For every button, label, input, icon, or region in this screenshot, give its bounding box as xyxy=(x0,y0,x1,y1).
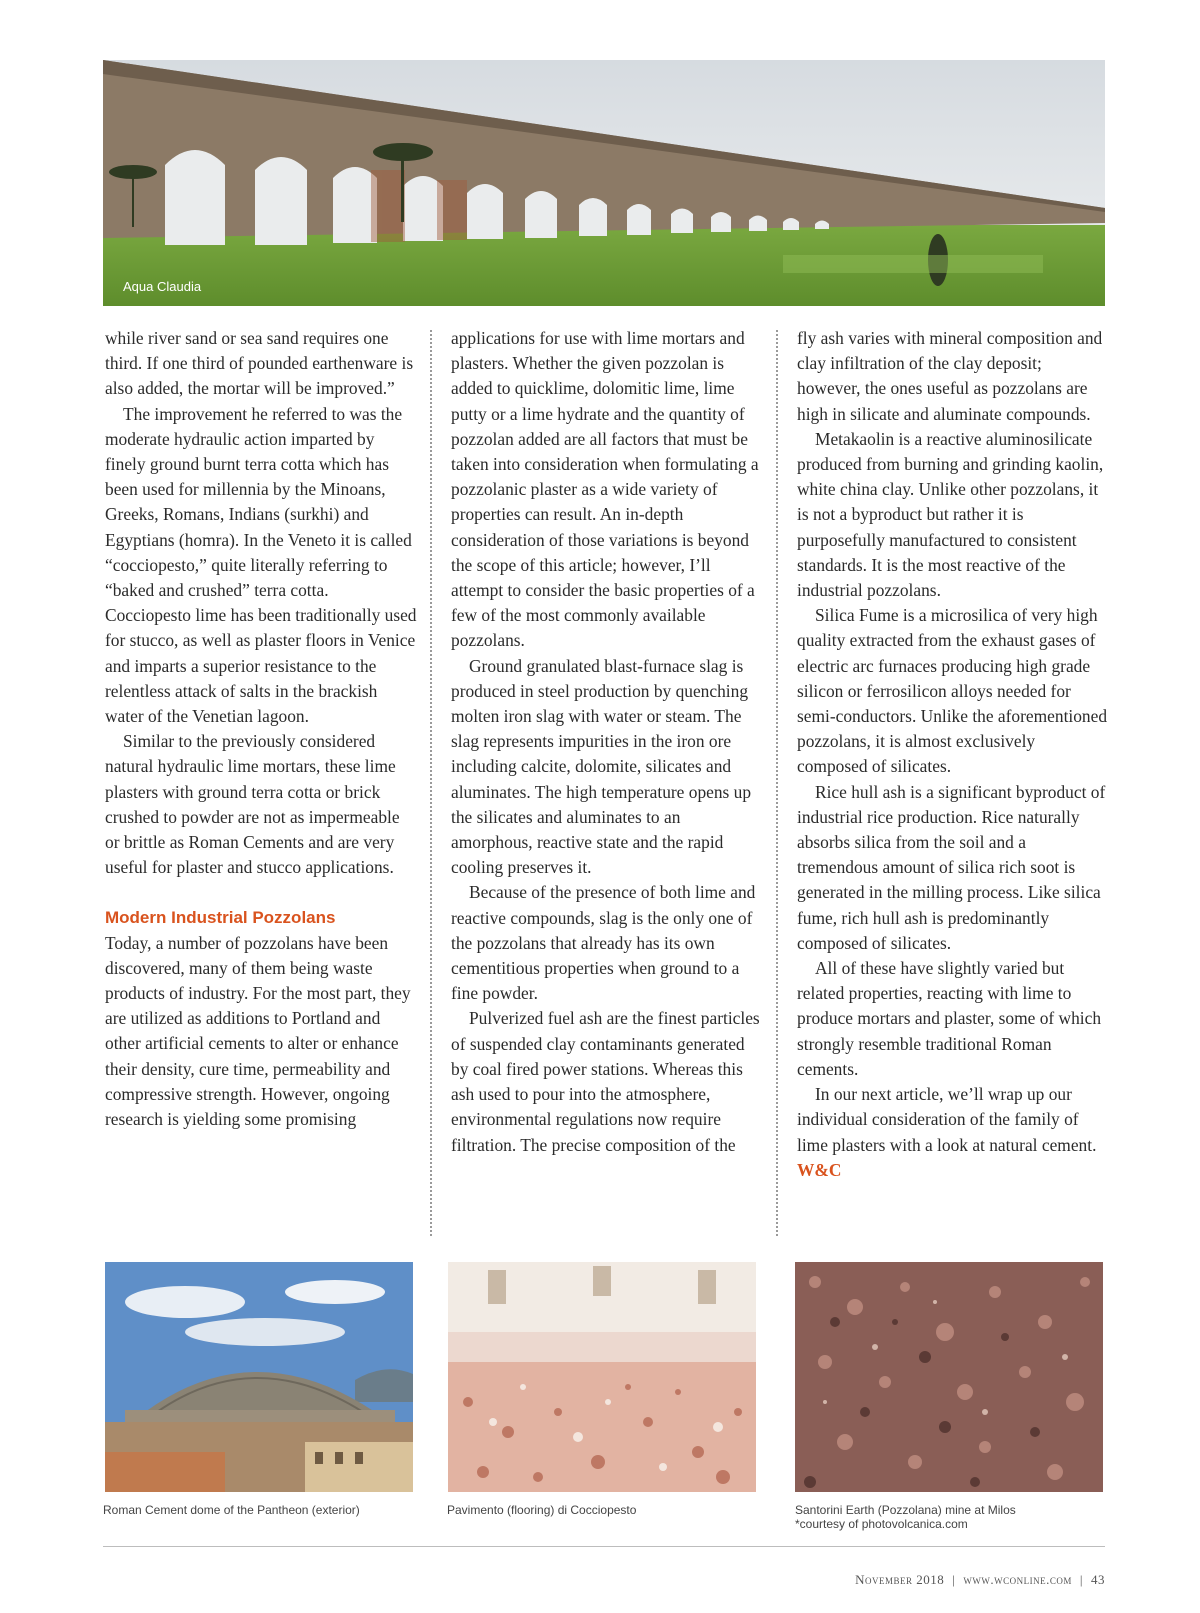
paragraph: Pulverized fuel ash are the finest particles of suspended clay contaminants generated by coal fired power stations. Whereas this ash used to pour into the atmosphere, environmental regulations now require filtration. The precise composition of the xyxy=(451,1008,760,1155)
text-column-1 xyxy=(105,326,417,1132)
text-column-2 xyxy=(451,326,763,1158)
paragraph: Similar to the previously considered natural hydraulic lime mortars, these lime plasters with ground terra cotta or brick crushed to powder are not as impermeable or brittle as Roman Cements and are very useful for plaster and stucco applications. xyxy=(105,731,400,878)
caption-line: Santorini Earth (Pozzolana) mine at Milos xyxy=(795,1503,1016,1517)
paragraph: fly ash varies with mineral composition and clay infiltration of the clay deposit; however, the ones useful as pozzolans are high in silicate and aluminate compounds. xyxy=(797,328,1103,424)
credit-line: *courtesy of photovolcanica.com xyxy=(795,1517,968,1531)
cocciopesto-floor-photo xyxy=(448,1262,756,1492)
paragraph-final xyxy=(797,1082,1109,1183)
section-heading: Modern Industrial Pozzolans xyxy=(105,908,336,928)
column-divider xyxy=(430,330,432,1236)
paragraph: Silica Fume is a microsilica of very high quality extracted from the exhaust gases of electric arc furnaces producing high grade silicon or ferrosilicon alloys needed for semi-conductors. Unlike the aforementioned pozzolans, it is almost exclusively composed of silicates. xyxy=(797,605,1108,777)
paragraph: The improvement he referred to was the moderate hydraulic action imparted by finely ground burnt terra cotta which has been used for millennia by the Minoans, Greeks, Romans, Indians (surkhi) and Egyptians (homra). In the Veneto it is called “cocciopesto,” quite literally referring to “baked and crushed” terra cotta. Cocciopesto lime has been traditionally used for stucco, as well as plaster floors in Venice and imparts a superior resistance to the relentless attack of salts in the brackish water of the Venetian lagoon. xyxy=(105,403,417,727)
photo-caption: Pavimento (flooring) di Cocciopesto xyxy=(447,1503,637,1517)
paragraph: Today, a number of pozzolans have been discovered, many of them being waste products of industry. For the most part, they are utilized as additions to Portland and other artificial cements to alter or enhance their density, cure time, permeability and compressive strength. However, ongoing research is yielding some promising xyxy=(105,932,411,1130)
hero-caption: Aqua Claudia xyxy=(123,279,202,294)
paragraph: Ground granulated blast-furnace slag is produced in steel production by quenching molten iron slag with water or steam. The slag represents impurities in the iron ore including calcite, dolomite, silicates and aluminates. The high temperature opens up the silicates and aluminates to an amorphous, reactive state and the rapid cooling preserves it. xyxy=(451,655,752,878)
page-number: 43 xyxy=(1091,1572,1105,1587)
santorini-earth-photo xyxy=(795,1262,1103,1492)
paragraph: applications for use with lime mortars and plasters. Whether the given pozzolan is added to quicklime, dolomitic lime, lime putty or a lime hydrate and the quantity of pozzolan added are all factors that must be taken into consideration when formulating a pozzolanic plaster as a wide variety of properties can result. An in-depth consideration of those variations is beyond the scope of this article; however, I’ll attempt to consider the basic properties of a few of the most commonly available pozzolans. xyxy=(451,328,759,651)
paragraph: All of these have slightly varied but related properties, reacting with lime to produce mortars and plaster, some of which strongly resemble traditional Roman cements. xyxy=(797,958,1102,1079)
issue-date: November 2018 xyxy=(855,1572,945,1587)
page-footer: November 2018 | www.wconline.com | 43 xyxy=(855,1572,1105,1587)
paragraph-text: In our next article, we’ll wrap up our individual consideration of the family of lime plasters with a look at natural cement. xyxy=(797,1084,1097,1155)
photo-caption xyxy=(795,1503,1115,1531)
photo-caption: Roman Cement dome of the Pantheon (exterior) xyxy=(103,1503,360,1517)
column-divider xyxy=(776,330,778,1236)
paragraph: Rice hull ash is a significant byproduct of industrial rice production. Rice naturally absorbs silica from the soil and a tremendous amount of silica rich soot is generated in the milling process. Like silica fume, rich hull ash is predominantly composed of silicates. xyxy=(797,781,1106,953)
paragraph: Because of the presence of both lime and reactive compounds, slag is the only one of the pozzolans that already has its own cementitious properties when ground to a fine powder. xyxy=(451,882,756,1004)
pantheon-photo xyxy=(105,1262,413,1492)
footer-divider xyxy=(103,1546,1105,1547)
paragraph: while river sand or sea sand requires one third. If one third of pounded earthenware is also added, the mortar will be improved.” xyxy=(105,328,414,399)
text-column-3 xyxy=(797,326,1109,1183)
paragraph: Metakaolin is a reactive aluminosilicate produced from burning and grinding kaolin, white china clay. Unlike other pozzolans, it is not a byproduct but rather it is purposefully manufactured to consistent standards. It is the most reactive of the industrial pozzolans. xyxy=(797,428,1104,601)
signoff-mark: W&C xyxy=(797,1159,842,1180)
website-link[interactable]: www.wconline.com xyxy=(963,1572,1072,1587)
aqueduct-photo xyxy=(103,60,1105,306)
